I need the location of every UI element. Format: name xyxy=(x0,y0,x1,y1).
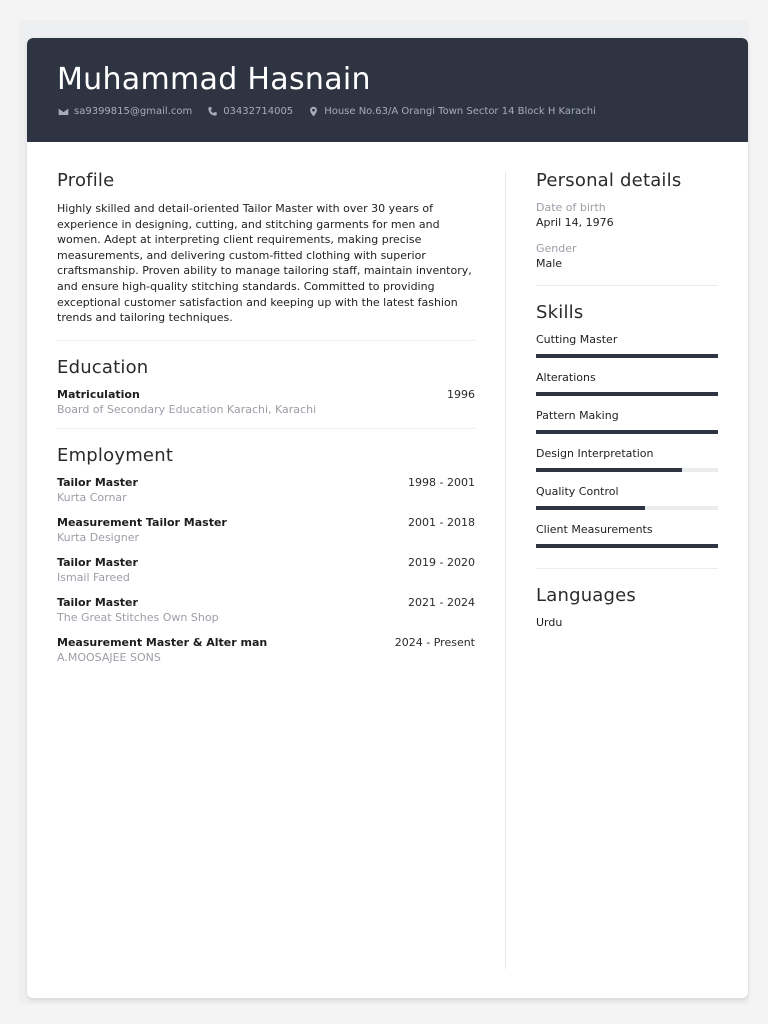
employment-entry xyxy=(57,556,475,585)
skill-item xyxy=(536,485,718,510)
side-column xyxy=(536,170,718,629)
skill-name: Quality Control xyxy=(536,485,619,498)
section-divider xyxy=(57,340,475,341)
job-title: Measurement Tailor Master xyxy=(57,515,227,529)
profile-heading: Profile xyxy=(57,170,115,191)
job-dates: 2021 - 2024 xyxy=(408,595,475,609)
column-divider xyxy=(505,172,506,969)
skill-name: Alterations xyxy=(536,371,596,384)
skill-level-fill xyxy=(536,506,645,510)
skill-level-fill xyxy=(536,354,718,358)
phone-icon xyxy=(206,105,218,117)
employment-heading: Employment xyxy=(57,444,174,466)
skill-item xyxy=(536,371,718,396)
skill-level-bar xyxy=(536,468,718,472)
dob-value: April 14, 1976 xyxy=(536,216,614,229)
contact-bar xyxy=(57,105,610,117)
skill-name: Cutting Master xyxy=(536,333,618,346)
skill-level-fill xyxy=(536,430,718,434)
education-degree: Matriculation xyxy=(57,387,140,401)
employment-entry xyxy=(57,596,475,625)
skill-level-bar xyxy=(536,506,718,510)
dob-label: Date of birth xyxy=(536,201,606,214)
employer-name: Ismail Fareed xyxy=(57,570,130,584)
gender-label: Gender xyxy=(536,242,577,255)
job-dates: 2019 - 2020 xyxy=(408,555,475,569)
gender-value: Male xyxy=(536,257,563,270)
education-school: Board of Secondary Education Karachi, Karachi xyxy=(57,402,317,416)
employer-name: The Great Stitches Own Shop xyxy=(57,610,219,624)
skill-item xyxy=(536,409,718,434)
job-dates: 1998 - 2001 xyxy=(408,475,475,489)
employer-name: A.MOOSAJEE SONS xyxy=(57,650,161,664)
skill-level-bar xyxy=(536,392,718,396)
employment-entry xyxy=(57,476,475,505)
education-heading: Education xyxy=(57,356,149,378)
skill-name: Client Measurements xyxy=(536,523,653,536)
education-entry xyxy=(57,388,475,417)
personal-details-heading: Personal details xyxy=(536,170,682,191)
candidate-name: Muhammad Hasnain xyxy=(57,62,371,97)
main-column xyxy=(57,170,475,676)
skill-level-fill xyxy=(536,544,718,548)
phone-text: 03432714005 xyxy=(223,105,294,117)
skill-name: Design Interpretation xyxy=(536,447,654,460)
job-title: Tailor Master xyxy=(57,555,138,569)
skill-level-bar xyxy=(536,430,718,434)
contact-email[interactable] xyxy=(57,105,192,117)
profile-summary: Highly skilled and detail-oriented Tailor Master with over 30 years of experience in designing, cutting, and stitching garments for men and women. Adept at interpreting client requirements, making precise measurements, and delivering custom-fitted clothing with superior craftsmanship. Proven ability to manage tailoring staff, maintain inventory, and ensure high-quality stitching standards. Committed to providing exceptional customer satisfaction and keeping up with the latest fashion trends and tailoring techniques. xyxy=(57,202,472,325)
skill-level-fill xyxy=(536,468,682,472)
section-divider xyxy=(57,428,475,429)
address-text: House No.63/A Orangi Town Sector 14 Block H Karachi xyxy=(324,105,596,117)
skill-level-bar xyxy=(536,354,718,358)
education-list xyxy=(57,388,475,417)
skill-item xyxy=(536,333,718,358)
skill-item xyxy=(536,447,718,472)
employer-name: Kurta Cornar xyxy=(57,490,127,504)
job-dates: 2001 - 2018 xyxy=(408,515,475,529)
map-pin-icon xyxy=(307,105,319,117)
email-text: sa9399815@gmail.com xyxy=(74,105,193,117)
resume-header xyxy=(27,38,748,142)
education-date: 1996 xyxy=(447,387,475,401)
job-dates: 2024 - Present xyxy=(394,635,475,649)
job-title: Tailor Master xyxy=(57,595,138,609)
skills-list xyxy=(536,333,718,548)
skill-level-bar xyxy=(536,544,718,548)
employer-name: Kurta Designer xyxy=(57,530,139,544)
employment-entry xyxy=(57,636,475,665)
language-item: Urdu xyxy=(536,616,563,629)
section-divider xyxy=(536,568,718,569)
job-title: Tailor Master xyxy=(57,475,138,489)
contact-phone[interactable] xyxy=(206,105,293,117)
employment-list xyxy=(57,476,475,665)
envelope-icon xyxy=(57,105,69,117)
employment-entry xyxy=(57,516,475,545)
skill-level-fill xyxy=(536,392,718,396)
languages-heading: Languages xyxy=(536,585,637,606)
skill-item xyxy=(536,523,718,548)
job-title: Measurement Master & Alter man xyxy=(57,635,268,649)
skill-name: Pattern Making xyxy=(536,409,619,422)
section-divider xyxy=(536,285,718,286)
contact-address xyxy=(307,105,596,117)
skills-heading: Skills xyxy=(536,302,584,323)
